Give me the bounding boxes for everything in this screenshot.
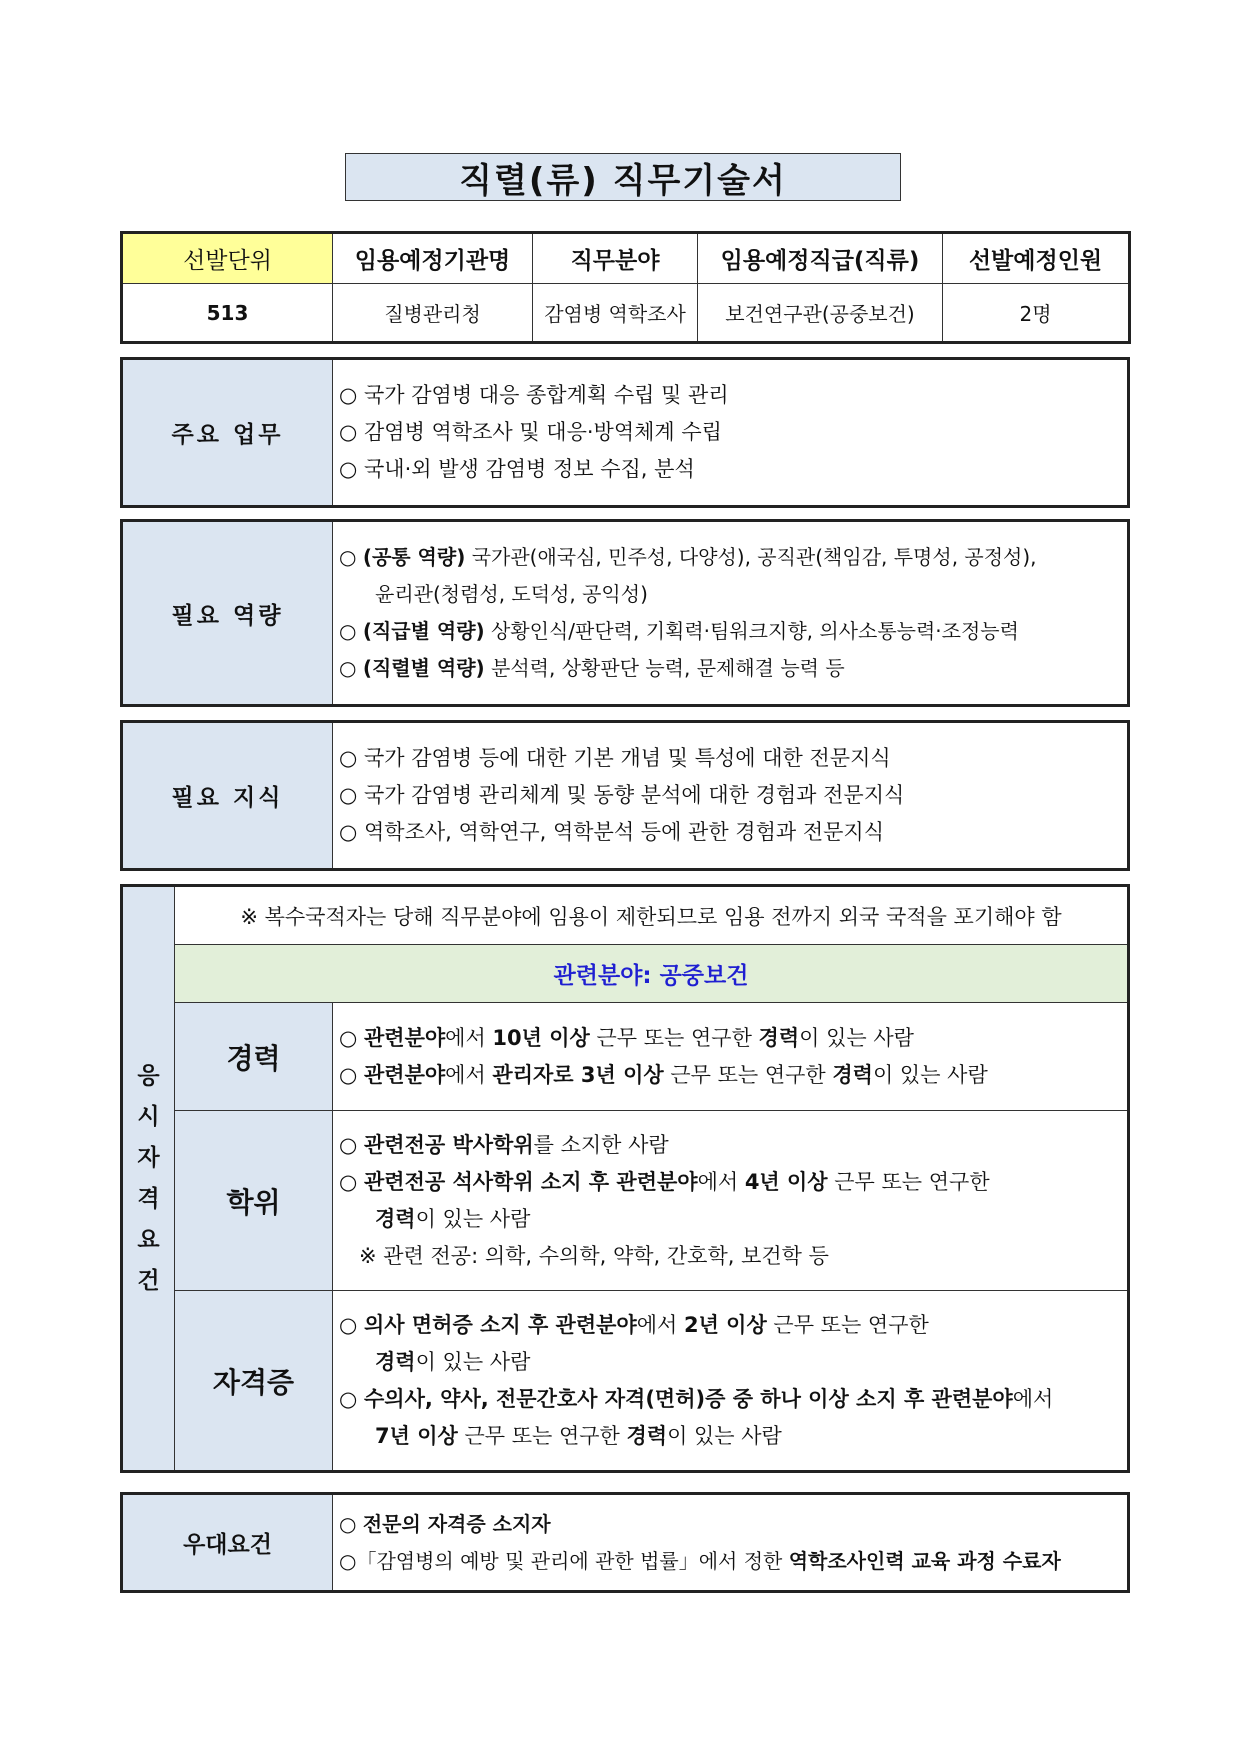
t: 경력	[626, 1423, 668, 1448]
competency-series-title: (직렬별 역량)	[362, 656, 485, 680]
license-item-continued	[339, 1418, 1123, 1455]
duty-item: ○ 감염병 역학조사 및 대응·방역체계 수립	[339, 420, 722, 444]
t: 관련전공 박사학위	[364, 1132, 534, 1157]
career-item	[339, 1057, 1123, 1094]
license-label: 자격증	[175, 1291, 333, 1471]
qualification-label-char: 응	[137, 1062, 160, 1089]
t: 근무 또는 연구한	[457, 1423, 627, 1448]
related-field: 관련분야: 공중보건	[175, 945, 1128, 1003]
t: 2년 이상	[683, 1312, 767, 1337]
t: 7년 이상	[375, 1423, 458, 1448]
duties-label: 주요 업무	[123, 360, 333, 506]
t: 에서	[697, 1169, 745, 1194]
t: 의사 면허증 소지 후 관련분야	[364, 1312, 637, 1337]
preference-section	[122, 1494, 1128, 1591]
t: 4년 이상	[744, 1169, 828, 1194]
degree-item	[339, 1127, 1123, 1164]
value-agency: 질병관리청	[333, 284, 533, 342]
header-agency: 임용예정기관명	[333, 234, 533, 284]
preference-item	[339, 1543, 1123, 1580]
qualification-label-char: 요	[137, 1226, 160, 1253]
license-item-continued	[339, 1344, 1123, 1381]
t: 10년 이상	[492, 1025, 590, 1050]
preference-item	[339, 1506, 1123, 1543]
knowledge-label: 필요 지식	[123, 723, 333, 869]
t: 관련전공 석사학위 소지 후 관련분야	[364, 1169, 698, 1194]
value-job-field: 감염병 역학조사	[533, 284, 698, 342]
bullet: ○	[339, 1169, 358, 1194]
t: 에서	[636, 1312, 684, 1337]
bullet: ○	[339, 1062, 358, 1087]
qualification-label-char: 시	[137, 1103, 160, 1130]
career-label: 경력	[175, 1003, 333, 1111]
qualification-label-char: 격	[137, 1185, 160, 1212]
degree-item	[339, 1164, 1123, 1201]
competency-item	[339, 539, 1123, 576]
license-item	[339, 1381, 1123, 1418]
value-selection-unit: 513	[123, 284, 333, 342]
knowledge-item: ○ 역학조사, 역학연구, 역학분석 등에 관한 경험과 전문지식	[339, 820, 884, 844]
t: 관련분야	[364, 1062, 446, 1087]
bullet: ○	[339, 1511, 357, 1536]
degree-content	[333, 1111, 1128, 1291]
qualification-label-char: 건	[137, 1267, 160, 1294]
t: 이 있는 사람	[415, 1349, 531, 1374]
competency-common-text: 국가관(애국심, 민주성, 다양성), 공직관(책임감, 투명성, 공정성),	[465, 545, 1037, 569]
career-content	[333, 1003, 1128, 1111]
preference-label: 우대요건	[123, 1495, 333, 1591]
t: 근무 또는 연구한	[827, 1169, 990, 1194]
competency-grade-title: (직급별 역량)	[362, 619, 485, 643]
qualification-section	[122, 886, 1128, 1471]
bullet: ○	[339, 1312, 358, 1337]
competency-item	[339, 613, 1123, 650]
duties-content	[333, 360, 1128, 506]
knowledge-content	[333, 723, 1128, 869]
t: 전문의 자격증 소지자	[362, 1511, 551, 1536]
t: 근무 또는 연구한	[589, 1025, 759, 1050]
competency-content	[333, 522, 1128, 705]
license-content	[333, 1291, 1128, 1471]
bullet: ○	[339, 1132, 358, 1157]
header-selection-unit: 선발단위	[123, 234, 333, 284]
t: 「감염병의 예방 및 관리에 관한 법률」에서 정한	[356, 1548, 789, 1573]
t: 이 있는 사람	[415, 1206, 531, 1231]
degree-item-continued	[339, 1201, 1123, 1238]
t: 이 있는 사람	[667, 1423, 782, 1448]
bullet: ○	[339, 1548, 357, 1573]
t: 이 있는 사람	[799, 1025, 914, 1050]
duty-item: ○ 국가 감염병 대응 종합계획 수립 및 관리	[339, 383, 729, 407]
t: 에서	[1012, 1386, 1054, 1411]
t: 이 있는 사람	[872, 1062, 988, 1087]
t: 를 소지한 사람	[533, 1132, 669, 1157]
dual-nationality-note: ※ 복수국적자는 당해 직무분야에 임용이 제한되므로 임용 전까지 외국 국적을 포기해야 함	[175, 887, 1128, 945]
header-job-field: 직무분야	[533, 234, 698, 284]
competency-grade-text: 상황인식/판단력, 기획력·팀워크지향, 의사소통능력·조정능력	[484, 619, 1019, 643]
t: 에서	[445, 1025, 493, 1050]
header-grade: 임용예정직급(직류)	[698, 234, 943, 284]
competency-section	[122, 521, 1128, 705]
t: 역학조사인력 교육 과정 수료자	[788, 1548, 1061, 1573]
competency-label: 필요 역량	[123, 522, 333, 705]
preference-content	[333, 1495, 1128, 1591]
knowledge-item: ○ 국가 감염병 관리체계 및 동향 분석에 대한 경험과 전문지식	[339, 783, 905, 807]
duties-section	[122, 359, 1128, 506]
bullet: ○	[339, 545, 357, 569]
competency-series-text: 분석력, 상황판단 능력, 문제해결 능력 등	[484, 656, 845, 680]
t: 경력	[758, 1025, 800, 1050]
page-title: 직렬(류) 직무기술서	[345, 153, 901, 201]
knowledge-item: ○ 국가 감염병 등에 대한 기본 개념 및 특성에 대한 전문지식	[339, 746, 891, 770]
bullet: ○	[339, 1386, 358, 1411]
license-item	[339, 1307, 1123, 1344]
t: 근무 또는 연구한	[766, 1312, 929, 1337]
bullet: ○	[339, 619, 357, 643]
career-item	[339, 1020, 1123, 1057]
t: 경력	[375, 1206, 416, 1231]
t: 에서	[445, 1062, 493, 1087]
t: 경력	[832, 1062, 873, 1087]
bullet: ○	[339, 656, 357, 680]
header-headcount: 선발예정인원	[943, 234, 1129, 284]
qualification-label	[123, 887, 175, 1471]
qualification-label-char: 자	[137, 1144, 160, 1171]
value-grade: 보건연구관(공중보건)	[698, 284, 943, 342]
value-headcount: 2명	[943, 284, 1129, 342]
competency-item-continued: 윤리관(청렴성, 도덕성, 공익성)	[375, 582, 648, 606]
competency-common-title: (공통 역량)	[362, 545, 466, 569]
competency-item	[339, 650, 1123, 687]
degree-label: 학위	[175, 1111, 333, 1291]
duty-item: ○ 국내·외 발생 감염병 정보 수집, 분석	[339, 457, 695, 481]
knowledge-section	[122, 722, 1128, 869]
t: 경력	[375, 1349, 416, 1374]
t: 근무 또는 연구한	[663, 1062, 833, 1087]
t: 수의사, 약사, 전문간호사 자격(면허)증 중 하나 이상 소지 후 관련분야	[364, 1386, 1013, 1411]
t: 관리자로 3년 이상	[492, 1062, 664, 1087]
major-note: ※ 관련 전공: 의학, 수의학, 약학, 간호학, 보건학 등	[359, 1243, 829, 1268]
bullet: ○	[339, 1025, 358, 1050]
t: 관련분야	[364, 1025, 446, 1050]
selection-info-table	[122, 233, 1129, 342]
